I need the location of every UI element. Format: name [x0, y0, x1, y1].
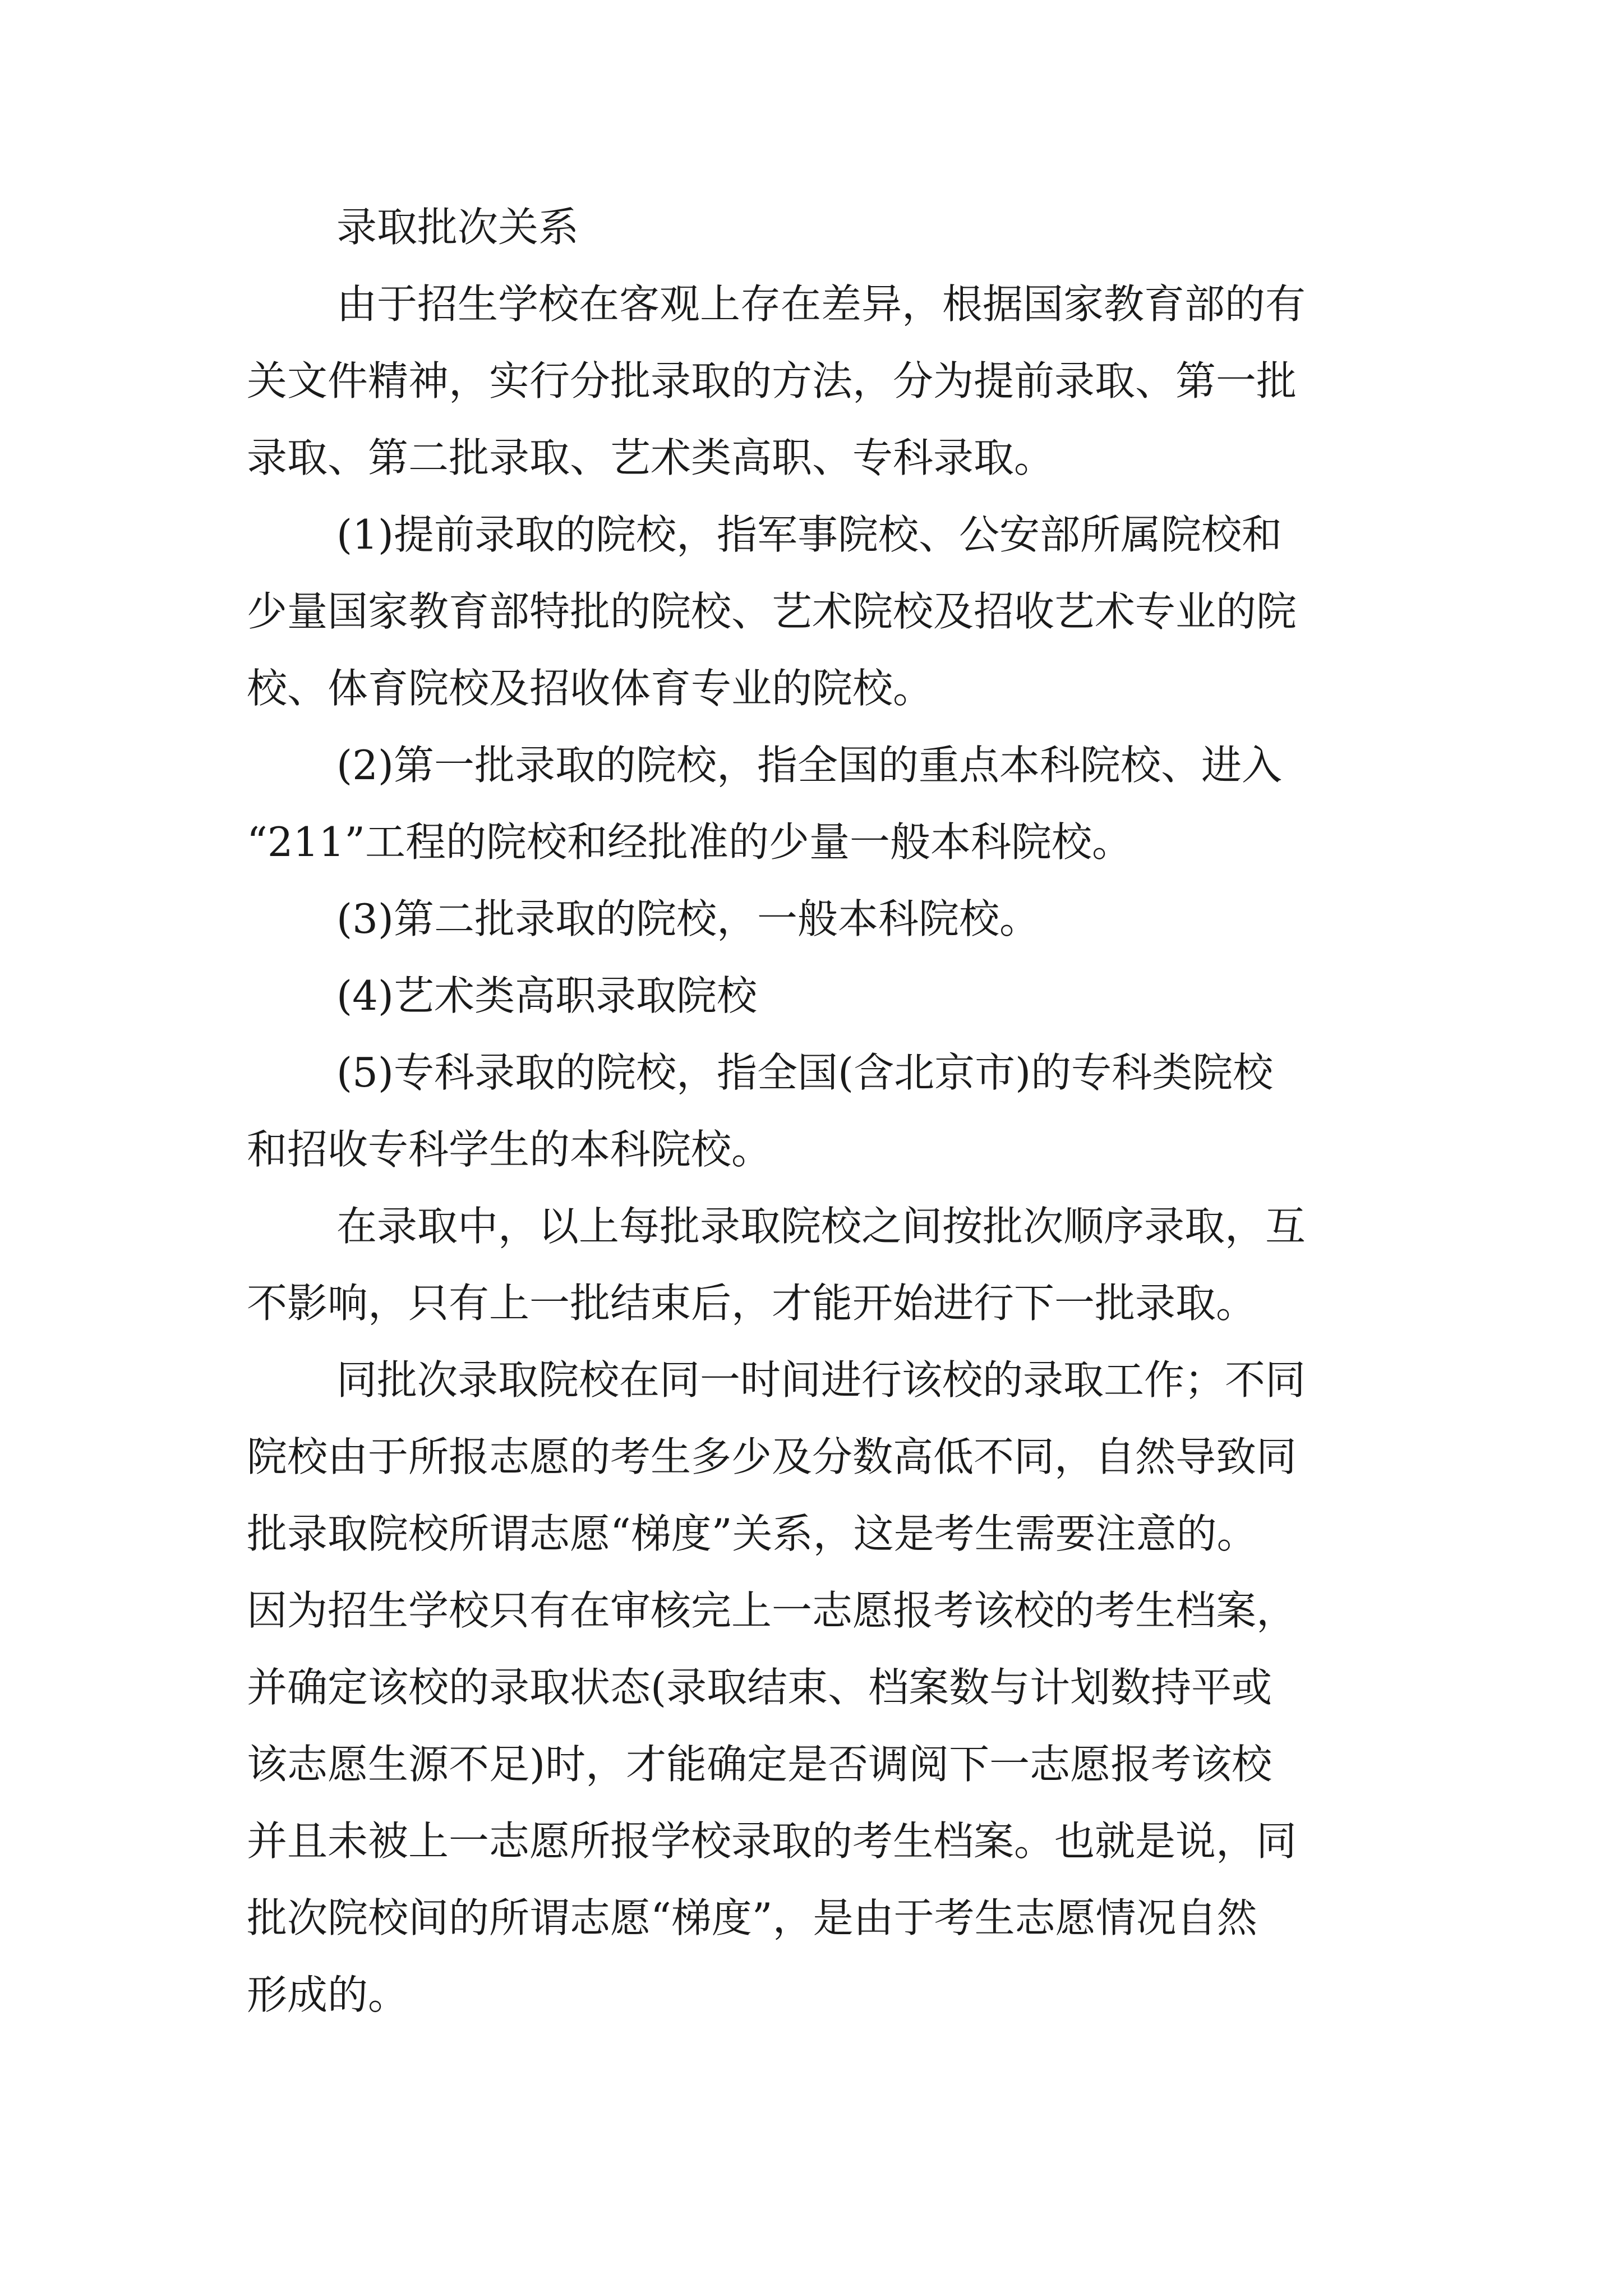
paragraph-line: 同批次录取院校在同一时间进行该校的录取工作；不同 — [336, 1356, 1306, 1404]
paragraph-line: 关文件精神，实行分批录取的方法，分为提前录取、第一批 — [247, 357, 1297, 404]
paragraph-line: “211”工程的院校和经批准的少量一般本科院校。 — [247, 818, 1133, 866]
paragraph-line: (5)专科录取的院校，指全国(含北京市)的专科类院校 — [336, 1049, 1274, 1096]
paragraph-line: (4)艺术类高职录取院校 — [336, 972, 757, 1019]
paragraph-line: 录取、第二批录取、艺术类高职、专科录取。 — [247, 434, 1055, 481]
paragraph-line: 和招收专科学生的本科院校。 — [247, 1126, 772, 1173]
paragraph-line: 批录取院校所谓志愿“梯度”关系，这是考生需要注意的。 — [247, 1510, 1257, 1557]
paragraph-line: 并且未被上一志愿所报学校录取的考生档案。也就是说，同 — [247, 1818, 1297, 1865]
paragraph-line: 不影响，只有上一批结束后，才能开始进行下一批录取。 — [247, 1280, 1257, 1327]
paragraph-line: 因为招生学校只有在审核完上一志愿报考该校的考生档案， — [247, 1587, 1297, 1634]
paragraph-line: 批次院校间的所谓志愿“梯度”，是由于考生志愿情况自然 — [247, 1894, 1257, 1941]
paragraph-line: 在录取中，以上每批录取院校之间按批次顺序录取，互 — [336, 1203, 1306, 1250]
paragraph-line: 由于招生学校在客观上存在差异，根据国家教育部的有 — [336, 280, 1306, 328]
paragraph-line: 少量国家教育部特批的院校、艺术院校及招收艺术专业的院 — [247, 588, 1297, 635]
paragraph-line: 形成的。 — [247, 1971, 409, 2018]
paragraph-line: (2)第一批录取的院校，指全国的重点本科院校、进入 — [336, 742, 1282, 789]
paragraph-line: 院校由于所报志愿的考生多少及分数高低不同，自然导致同 — [247, 1433, 1297, 1480]
paragraph-line: (1)提前录取的院校，指军事院校、公安部所属院校和 — [336, 511, 1282, 558]
paragraph-line: 校、体育院校及招收体育专业的院校。 — [247, 665, 934, 712]
section-heading: 录取批次关系 — [336, 204, 579, 251]
paragraph-line: 该志愿生源不足)时，才能确定是否调阅下一志愿报考该校 — [247, 1741, 1272, 1788]
paragraph-line: (3)第二批录取的院校，一般本科院校。 — [336, 895, 1040, 942]
paragraph-line: 并确定该校的录取状态(录取结束、档案数与计划数持平或 — [247, 1664, 1272, 1711]
